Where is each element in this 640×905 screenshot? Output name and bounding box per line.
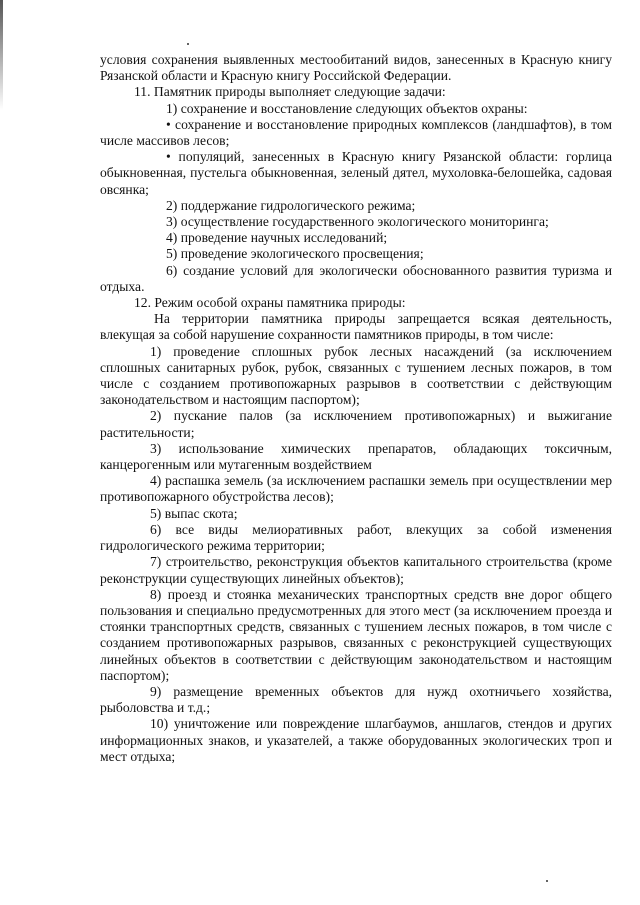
prohibition-8: 8) проезд и стоянка механических транспортных средств вне дорог общего пользования и специально предусмотренных для этого мест (за исключением проезда и стоянки транспортных средств, связанных с тушением лесных пожаров, в том числе с созданием противопожарных разрывов, связанных с реконструкцией существующих линейных объектов в соответствии с действующим законодательством и настоящим паспортом); [100, 586, 612, 683]
task-3: 3) осуществление государственного экологического мониторинга; [166, 214, 549, 230]
prohibition-3: 3) использование химических препаратов, обладающих токсичным, канцерогенным или мутагенным воздействием [100, 440, 612, 473]
section-11-heading: 11. Памятник природы выполняет следующие задачи: [134, 84, 446, 100]
prohibition-2: 2) пускание палов (за исключением противопожарных) и выжигание растительности; [100, 408, 612, 440]
scan-speck [187, 43, 189, 45]
section-12-heading: 12. Режим особой охраны памятника природы: [134, 295, 406, 311]
task-1: 1) сохранение и восстановление следующих объектов охраны: [166, 100, 528, 116]
scan-edge-mark [0, 0, 3, 110]
task-5: 5) проведение экологического просвещения; [166, 246, 424, 262]
task-1-bullet-populations: • популяций, занесенных в Красную книгу Рязанской области: горлица обыкновенная, пустельга обыкновенная, зеленый дятел, мухоловка-белошейка, садовая овсянка; [100, 149, 612, 197]
prohibition-4: 4) распашка земель (за исключением распашки земель при осуществлении мер противопожарного обустройства лесов); [100, 473, 612, 505]
document-body [100, 52, 612, 765]
task-6: 6) создание условий для экологически обоснованного развития туризма и отдыха. [100, 262, 612, 294]
paragraph-intro: условия сохранения выявленных местообитаний видов, занесенных в Красную книгу Рязанской области и Красную книгу Российской Федерации. [100, 52, 612, 84]
prohibition-6: 6) все виды мелиоративных работ, влекущих за собой изменения гидрологического режима территории; [100, 521, 612, 554]
prohibition-1: 1) проведение сплошных рубок лесных насаждений (за исключением сплошных санитарных рубок, рубок, связанных с тушением лесных пожаров, в том числе с созданием противопожарных разрывов в соответствии с действующим законодательством и настоящим паспортом); [100, 343, 612, 408]
task-4: 4) проведение научных исследований; [166, 230, 388, 246]
prohibition-5: 5) выпас скота; [150, 505, 238, 521]
prohibition-10: 10) уничтожение или повреждение шлагбаумов, аншлагов, стендов и других информационных знаков, и указателей, а также оборудованных экологических троп и мест отдыха; [100, 716, 612, 764]
scan-speck [546, 880, 548, 882]
prohibition-7: 7) строительство, реконструкция объектов капитального строительства (кроме реконструкции существующих линейных объектов); [100, 554, 612, 586]
task-1-bullet-landscapes: • сохранение и восстановление природных комплексов (ландшафтов), в том числе массивов лесов; [100, 116, 612, 149]
prohibition-9: 9) размещение временных объектов для нужд охотничьего хозяйства, рыболовства и т.д.; [100, 683, 612, 716]
task-2: 2) поддержание гидрологического режима; [166, 197, 416, 213]
prohibition-intro: На территории памятника природы запрещается всякая деятельность, влекущая за собой нарушение сохранности памятников природы, в том числе: [100, 311, 612, 343]
